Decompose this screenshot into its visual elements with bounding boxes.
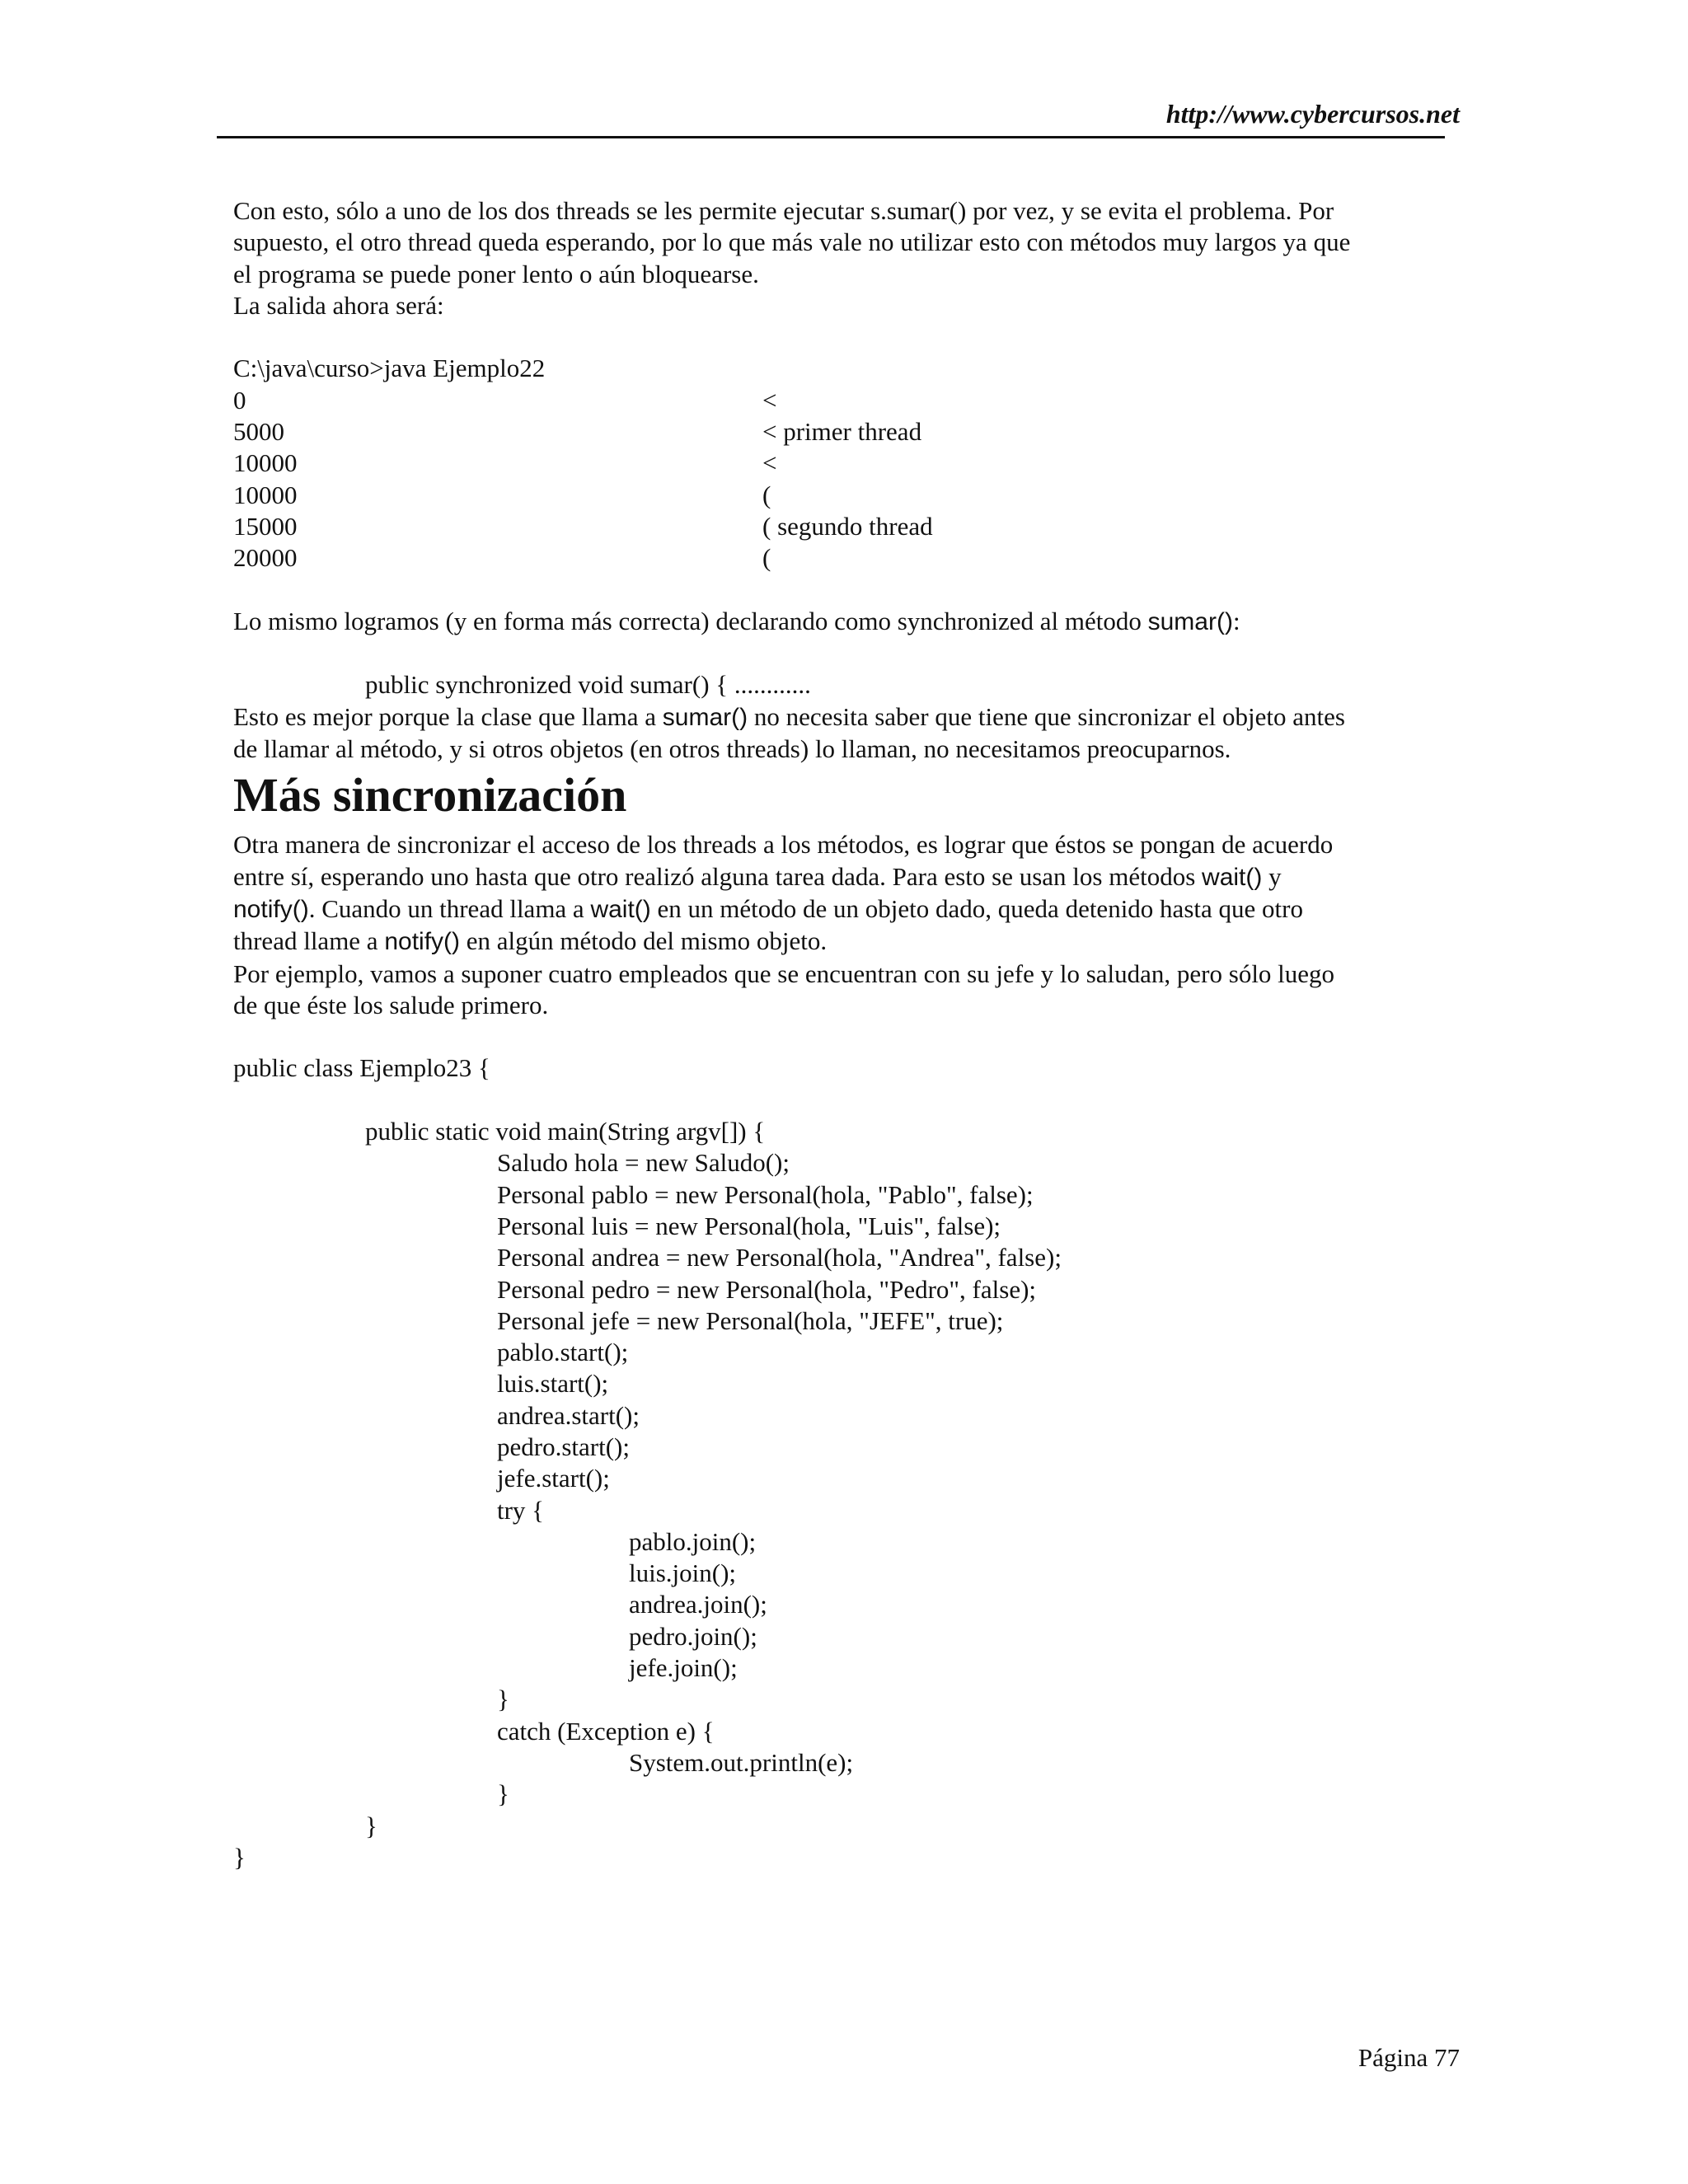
code-line: }: [497, 1685, 509, 1714]
output-value: 20000: [233, 543, 298, 573]
code-line: andrea.join();: [629, 1590, 767, 1619]
output-note: <: [762, 448, 777, 478]
spacer: [233, 638, 1453, 669]
header-divider: [217, 136, 1445, 138]
paragraph-line: Por ejemplo, vamos a suponer cuatro empleados que se encuentran con su jefe y lo saludan, pero sólo luego: [233, 958, 1335, 988]
output-value: 5000: [233, 417, 284, 447]
synchronized-code-line: public synchronized void sumar() { ............: [365, 670, 811, 700]
spacer: [233, 574, 1453, 606]
output-row: [233, 542, 1453, 574]
spacer: [233, 321, 1453, 353]
output-value: 15000: [233, 511, 298, 541]
section-heading: Más sincronización: [233, 768, 627, 823]
page-number: Página 77: [1357, 2043, 1460, 2072]
intro-line: el programa se puede poner lento o aún bloquearse.: [233, 259, 759, 288]
output-note: < primer thread: [762, 417, 922, 447]
code-line: pablo.start();: [497, 1338, 629, 1367]
code-listing: [233, 1052, 1453, 1873]
output-row: [233, 511, 1453, 542]
output-note: <: [762, 385, 777, 415]
code-line: try {: [497, 1495, 545, 1525]
code-line: Personal jefe = new Personal(hola, "JEFE", true);: [497, 1305, 1004, 1335]
code-line: }: [497, 1779, 509, 1809]
code-line: }: [233, 1842, 246, 1872]
code-line: jefe.join();: [629, 1653, 738, 1683]
code-line: System.out.println(e);: [629, 1747, 854, 1777]
output-note: (: [762, 480, 771, 509]
synchronized-explanation: [233, 701, 1453, 733]
paragraph-text: entre sí, esperando uno hasta que otro realizó alguna tarea dada. Para esto se usan los métodos: [233, 861, 1203, 891]
code-line: andrea.start();: [497, 1400, 640, 1430]
code-line: luis.start();: [497, 1369, 609, 1399]
code-line: public class Ejemplo23 {: [233, 1053, 490, 1083]
paragraph-line: de que éste los salude primero.: [233, 990, 549, 1019]
spacer: [233, 1021, 1453, 1052]
code-line: }: [365, 1811, 377, 1840]
header-url: http://www.cybercursos.net: [1165, 99, 1460, 129]
code-line: pablo.join();: [629, 1526, 757, 1556]
intro-line: La salida ahora será:: [233, 290, 444, 320]
method-name: notify(): [233, 895, 309, 923]
synchronized-intro-text: Lo mismo logramos (y en forma más correcta) declarando como synchronized al método: [233, 606, 1148, 635]
code-line: catch (Exception e) {: [497, 1716, 715, 1746]
method-name: notify(): [384, 928, 461, 956]
code-line: jefe.start();: [497, 1464, 610, 1493]
intro-paragraph: [233, 195, 1453, 321]
page-content: [233, 195, 1453, 1873]
output-value: 10000: [233, 480, 298, 509]
program-output: [233, 353, 1453, 574]
output-row: [233, 385, 1453, 416]
spacer: [233, 1085, 1453, 1116]
paragraph-text: y: [1262, 861, 1282, 891]
paragraph-text: . Cuando un thread llama a: [308, 893, 591, 923]
method-name: wait(): [590, 895, 651, 923]
section-paragraph: [233, 829, 1453, 1021]
code-line: Saludo hola = new Saludo();: [497, 1148, 790, 1178]
code-line: pedro.start();: [497, 1432, 630, 1461]
code-line: Personal pablo = new Personal(hola, "Pablo", false);: [497, 1179, 1034, 1209]
paragraph-text: thread llame a: [233, 926, 385, 956]
explanation-suffix: no necesita saber que tiene que sincronizar el objeto antes: [748, 701, 1345, 731]
paragraph-line: [233, 861, 1453, 893]
paragraph-text: en algún método del mismo objeto.: [460, 926, 828, 956]
output-note: (: [762, 543, 771, 573]
output-row: [233, 416, 1453, 448]
intro-line: supuesto, el otro thread queda esperando, por lo que más vale no utilizar esto con métodos muy largos ya que: [233, 227, 1351, 257]
code-line: Personal pedro = new Personal(hola, "Pedro", false);: [497, 1274, 1037, 1304]
output-note: ( segundo thread: [762, 511, 933, 541]
synchronized-intro-suffix: :: [1232, 606, 1240, 635]
output-value: 10000: [233, 448, 298, 478]
paragraph-text: en un método de un objeto dado, queda detenido hasta que otro: [650, 893, 1303, 923]
paragraph-line: Otra manera de sincronizar el acceso de los threads a los métodos, es lograr que éstos se pongan de acuerdo: [233, 830, 1334, 860]
output-command: C:\java\curso>java Ejemplo22: [233, 354, 546, 383]
output-row: [233, 448, 1453, 479]
method-name: sumar(): [1147, 607, 1233, 635]
output-row: [233, 480, 1453, 511]
paragraph-line: [233, 893, 1453, 926]
intro-line: Con esto, sólo a uno de los dos threads se les permite ejecutar s.sumar() por vez, y se evita el problema. Por: [233, 196, 1334, 225]
code-line: pedro.join();: [629, 1621, 757, 1651]
synchronized-explanation-line2: de llamar al método, y si otros objetos (en otros threads) lo llaman, no necesitamos preocuparnos.: [233, 734, 1231, 764]
synchronized-intro: [233, 606, 1453, 638]
output-value: 0: [233, 385, 246, 415]
explanation-prefix: Esto es mejor porque la clase que llama a: [233, 701, 663, 731]
code-line: Personal andrea = new Personal(hola, "Andrea", false);: [497, 1243, 1062, 1272]
method-name: sumar(): [662, 703, 748, 731]
paragraph-line: [233, 926, 1453, 958]
code-line: Personal luis = new Personal(hola, "Luis", false);: [497, 1211, 1001, 1240]
code-line: luis.join();: [629, 1558, 737, 1588]
method-name: wait(): [1202, 863, 1263, 891]
code-line: public static void main(String argv[]) {: [365, 1117, 766, 1146]
